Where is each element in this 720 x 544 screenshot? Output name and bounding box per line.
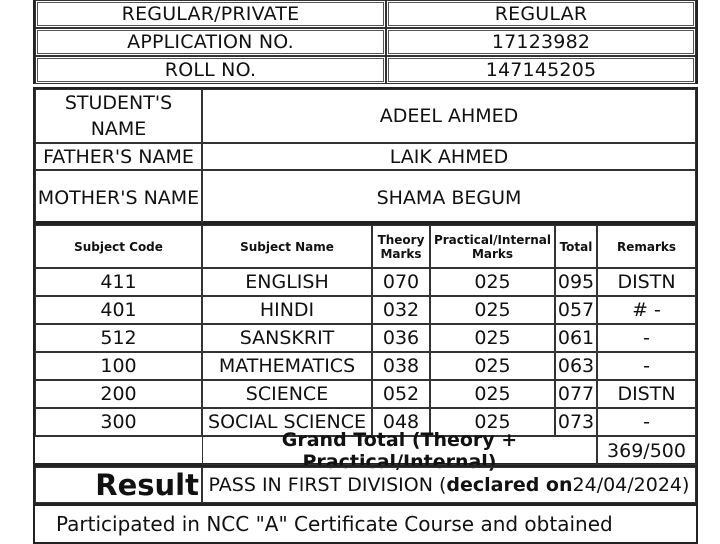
- header-practical-marks: Practical/Internal Marks: [430, 225, 555, 268]
- row-3-practical: 025: [430, 324, 555, 352]
- student-details-table: [33, 87, 698, 223]
- result-row: [33, 465, 698, 504]
- row-5-remarks: DISTN: [597, 380, 696, 408]
- header-remarks: Remarks: [597, 225, 696, 268]
- roll-no-label: ROLL NO.: [35, 56, 386, 84]
- row-4-total: 063: [555, 352, 597, 380]
- row-5-total: 077: [555, 380, 597, 408]
- row-2-theory: 032: [372, 296, 430, 324]
- result-text-bold: declared on: [446, 474, 573, 496]
- grand-total-value: 369/500: [597, 436, 696, 465]
- result-label: Result: [35, 467, 202, 503]
- mother-name-value: SHAMA BEGUM: [202, 170, 696, 225]
- row-5-code: 200: [35, 380, 202, 408]
- result-text-post: 24/04/2024): [572, 474, 690, 496]
- row-4-code: 100: [35, 352, 202, 380]
- row-3-total: 061: [555, 324, 597, 352]
- row-6-practical: 025: [430, 408, 555, 436]
- application-info-table: [33, 0, 698, 84]
- grand-total-spacer: [35, 436, 202, 465]
- row-6-subject: SOCIAL SCIENCE: [202, 408, 372, 436]
- row-2-remarks: # -: [597, 296, 696, 324]
- roll-no-value: 147145205: [386, 56, 696, 84]
- regular-private-value: REGULAR: [386, 0, 696, 28]
- row-5-subject: SCIENCE: [202, 380, 372, 408]
- row-6-code: 300: [35, 408, 202, 436]
- row-1-total: 095: [555, 268, 597, 296]
- student-name-label: STUDENT'S NAME: [35, 89, 202, 143]
- row-1-theory: 070: [372, 268, 430, 296]
- row-1-practical: 025: [430, 268, 555, 296]
- result-text-pre: PASS IN FIRST DIVISION (: [208, 474, 447, 496]
- header-subject-code: Subject Code: [35, 225, 202, 268]
- student-name-value: ADEEL AHMED: [202, 89, 696, 143]
- row-2-code: 401: [35, 296, 202, 324]
- row-3-theory: 036: [372, 324, 430, 352]
- ncc-note: Participated in NCC "A" Certificate Course and obtained: [33, 504, 698, 544]
- regular-private-label: REGULAR/PRIVATE: [35, 0, 386, 28]
- row-4-remarks: -: [597, 352, 696, 380]
- row-2-practical: 025: [430, 296, 555, 324]
- row-2-subject: HINDI: [202, 296, 372, 324]
- header-theory-marks: Theory Marks: [372, 225, 430, 268]
- row-2-total: 057: [555, 296, 597, 324]
- row-4-practical: 025: [430, 352, 555, 380]
- header-total: Total: [555, 225, 597, 268]
- result-value: [202, 467, 696, 503]
- row-1-remarks: DISTN: [597, 268, 696, 296]
- father-name-value: LAIK AHMED: [202, 143, 696, 170]
- row-3-subject: SANSKRIT: [202, 324, 372, 352]
- row-6-theory: 048: [372, 408, 430, 436]
- row-4-theory: 038: [372, 352, 430, 380]
- application-no-label: APPLICATION NO.: [35, 28, 386, 56]
- row-5-practical: 025: [430, 380, 555, 408]
- row-4-subject: MATHEMATICS: [202, 352, 372, 380]
- marks-table: [33, 223, 698, 473]
- row-6-total: 073: [555, 408, 597, 436]
- mother-name-label: MOTHER'S NAME: [35, 170, 202, 225]
- application-no-value: 17123982: [386, 28, 696, 56]
- row-6-remarks: -: [597, 408, 696, 436]
- row-3-code: 512: [35, 324, 202, 352]
- header-subject-name: Subject Name: [202, 225, 372, 268]
- row-3-remarks: -: [597, 324, 696, 352]
- grand-total-label: Grand Total (Theory + Practical/Internal): [202, 436, 597, 465]
- row-1-subject: ENGLISH: [202, 268, 372, 296]
- row-1-code: 411: [35, 268, 202, 296]
- row-5-theory: 052: [372, 380, 430, 408]
- father-name-label: FATHER'S NAME: [35, 143, 202, 170]
